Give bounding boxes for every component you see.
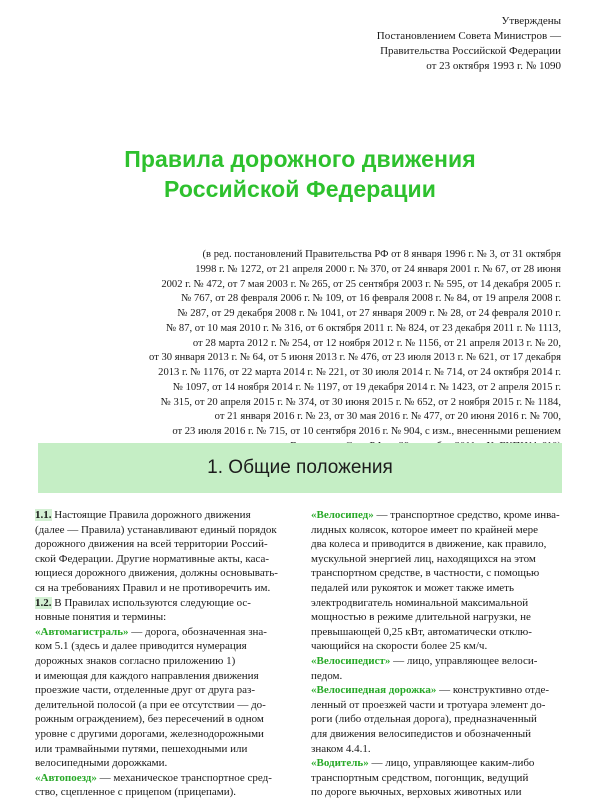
amendment-line: № 315, от 20 апреля 2015 г. № 374, от 30 июня 2015 г. № 652, от 2 ноября 2015 г. № 1184, xyxy=(160,396,561,408)
title-line: Российской Федерации xyxy=(163,176,437,202)
text-line: ленный от проезжей части и тротуара элемент до- xyxy=(311,698,546,711)
text-line: электродвигатель номинальной максимальной xyxy=(311,596,529,609)
section-title: 1. Общие положения xyxy=(207,457,393,478)
text-line: педом. xyxy=(311,669,343,682)
approval-line: от 23 октября 1993 г. № 1090 xyxy=(426,60,561,72)
term-definition: — лицо, управляющее велоси- xyxy=(390,654,538,667)
section-header-band xyxy=(38,443,562,493)
text-line xyxy=(35,596,285,611)
text-line: и имеющая для каждого направления движения xyxy=(35,669,259,682)
amendment-line: № 287, от 29 декабря 2008 г. № 1041, от 27 января 2009 г. № 28, от 24 февраля 2010 г. xyxy=(177,308,561,319)
amendment-line: 2013 г. № 1176, от 22 марта 2014 г. № 221, от 30 июля 2014 г. № 714, от 24 октября 2014 г. xyxy=(158,367,561,378)
right-column xyxy=(311,508,565,800)
term-label: «Велосипед» xyxy=(311,509,374,521)
amendment-line: 1998 г. № 1272, от 21 апреля 2000 г. № 370, от 24 января 2001 г. № 67, от 28 июня xyxy=(195,263,561,275)
text-line: ся на требованиях Правил и не противоречить им. xyxy=(35,581,271,594)
text-line: мощностью в режиме длительной нагрузки, не xyxy=(311,611,531,624)
text-line: (далее — Правила) устанавливают единый порядок xyxy=(35,523,277,536)
amendment-line: (в ред. постановлений Правительства РФ от 8 января 1996 г. № 3, от 31 октября xyxy=(202,249,561,260)
text-line xyxy=(35,508,285,523)
amendment-line: 2002 г. № 472, от 7 мая 2003 г. № 265, от 25 сентября 2003 г. № 595, от 14 декабря 2005 г. xyxy=(161,278,561,290)
text-line: уровне с другими дорогами, железнодорожными xyxy=(35,727,264,740)
text-line: транспортным средством, погонщик, ведущий xyxy=(311,771,529,784)
amendment-line: от 21 января 2016 г. № 23, от 30 мая 2016 г. № 477, от 20 июня 2016 г. № 700, xyxy=(214,411,561,423)
text-line: чающийся на скорости более 25 км/ч. xyxy=(311,640,488,653)
text-line: ком 5.1 (здесь и далее приводится нумерация xyxy=(35,640,247,653)
text-line: транспортном средстве, в частности, с помощью xyxy=(311,567,540,580)
text-line: велосипедными дорожками. xyxy=(35,757,168,770)
amendment-line: № 1097, от 14 ноября 2014 г. № 1197, от 19 декабря 2014 г. № 1423, от 2 апреля 2015 г. xyxy=(172,381,561,393)
term-definition: — лицо, управляющее каким-либо xyxy=(368,757,535,770)
amendment-line: от 28 марта 2012 г. № 254, от 12 ноября 2012 г. № 1156, от 21 апреля 2013 г. № 20, xyxy=(192,337,561,349)
text-line: или трамвайными путями, пешеходными или xyxy=(35,742,248,755)
approval-block xyxy=(301,14,561,74)
amendment-line: № 87, от 10 мая 2010 г. № 316, от 6 октября 2011 г. № 824, от 23 декабря 2011 г. № 1113, xyxy=(166,322,561,334)
amendment-line: от 30 января 2013 г. № 64, от 5 июня 2013 г. № 476, от 23 июля 2013 г. № 621, от 17 декабря xyxy=(149,352,561,364)
term-definition: — дорога, обозначенная зна- xyxy=(128,625,267,638)
clause-number: 1.1. xyxy=(35,509,52,521)
text-line xyxy=(35,625,285,640)
amendments-note xyxy=(40,248,561,455)
amendment-line: № 767, от 28 февраля 2006 г. № 109, от 16 февраля 2008 г. № 84, от 19 апреля 2008 г. xyxy=(181,293,561,305)
text-line: лидных колясок, которое имеет по крайней мере xyxy=(311,523,539,536)
text-line xyxy=(311,756,565,771)
text-line: знаком 4.4.1. xyxy=(311,742,371,755)
approval-line: Постановлением Совета Министров — xyxy=(376,30,561,42)
text-line: педалей или рукояток и может также иметь xyxy=(311,581,514,594)
text-line: дорожного движения на всей территории Россий- xyxy=(35,538,268,551)
amendment-line: от 23 июля 2016 г. № 715, от 10 сентября 2016 г. № 904, с изм., внесенными решением xyxy=(172,426,561,437)
clause-text: В Правилах используются следующие ос- xyxy=(51,596,251,609)
text-line: для движения велосипедистов и обозначенный xyxy=(311,727,532,740)
clause-text: Настоящие Правила дорожного движения xyxy=(51,509,251,521)
document-title xyxy=(0,144,600,204)
text-line: ющиеся дорожного движения, должны основывать- xyxy=(35,567,278,580)
text-line: превышающей 0,25 кВт, автоматически отклю- xyxy=(311,625,532,638)
term-label: «Автомагистраль» xyxy=(35,625,129,638)
left-column xyxy=(35,508,285,800)
text-line xyxy=(311,508,565,523)
clause-number: 1.2. xyxy=(35,596,52,609)
text-line: ство, сцепленное с прицепом (прицепами). xyxy=(35,786,237,799)
approval-line: Правительства Российской Федерации xyxy=(380,45,561,57)
text-line: новные понятия и термины: xyxy=(35,611,167,624)
text-line xyxy=(311,683,565,698)
text-line: ской Федерации. Другие нормативные акты, каса- xyxy=(35,552,270,565)
term-label: «Велосипедист» xyxy=(311,654,391,667)
term-definition: — конструктивно отде- xyxy=(436,684,550,697)
term-definition: — транспортное средство, кроме инва- xyxy=(373,509,560,521)
title-line: Правила дорожного движения xyxy=(124,146,476,172)
term-definition: — механическое транспортное сред- xyxy=(96,771,272,784)
text-line: мускульной энергией лиц, находящихся на этом xyxy=(311,552,536,565)
text-line: роги (либо отдельная дорога), предназначенный xyxy=(311,713,537,726)
text-line: проезжие части, отделенные друг от друга раз- xyxy=(35,684,256,697)
text-line xyxy=(311,654,565,669)
text-line: рожным ограждением), без пересечений в одном xyxy=(35,713,264,726)
term-label: «Велосипедная дорожка» xyxy=(311,684,437,697)
text-line: два колеса и приводится в движение, как правило, xyxy=(311,538,547,551)
term-label: «Водитель» xyxy=(311,757,369,770)
text-line: дорожных знаков согласно приложению 1) xyxy=(35,654,236,667)
text-line: делительной полосой (а при ее отсутствии — до- xyxy=(35,698,266,711)
text-line xyxy=(35,771,285,786)
text-line: по дороге вьючных, верховых животных или xyxy=(311,786,522,799)
term-label: «Автопоезд» xyxy=(35,771,97,784)
approval-line: Утверждены xyxy=(501,15,561,27)
